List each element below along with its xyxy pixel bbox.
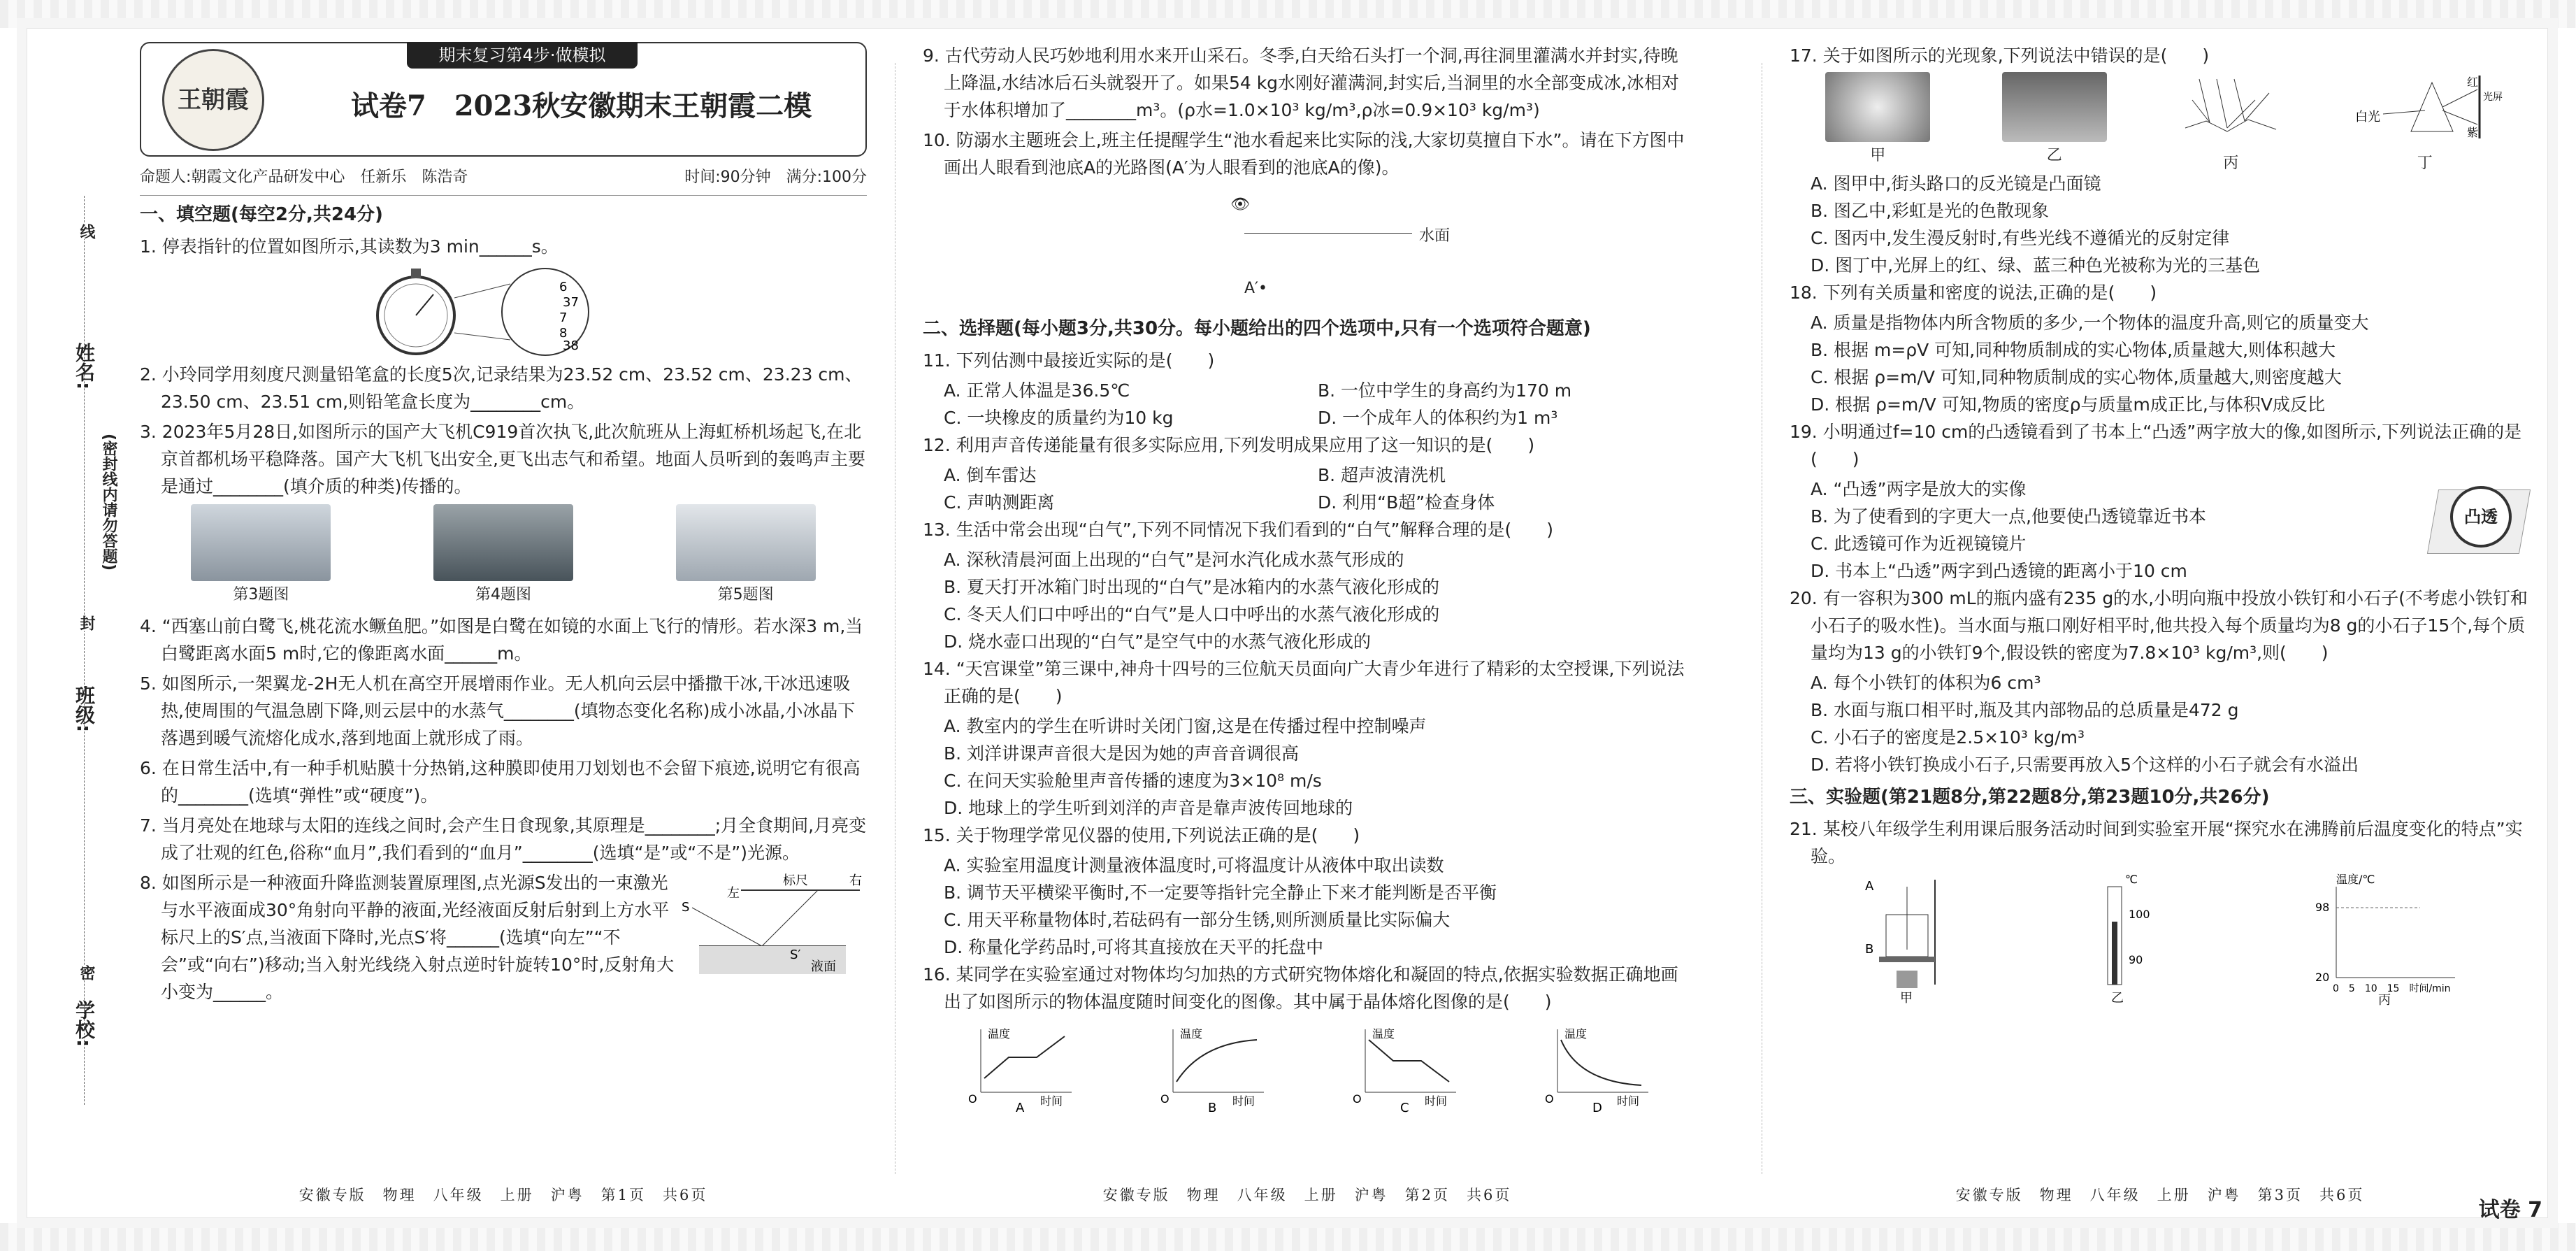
- question-1: 1. 停表指针的位置如图所示,其读数为3 min______s。: [140, 236, 559, 257]
- figure-3: [191, 504, 331, 608]
- graph-a-origin: O: [967, 1092, 977, 1106]
- graph-a[interactable]: [960, 1022, 1079, 1113]
- question-6: 6. 在日常生活中,有一种手机贴膜十分热销,这种膜即使用刀划划也不会留下痕迹,说明它有很高的________(选填“弹性”或“硬度”)。: [140, 758, 861, 806]
- q13-option-a[interactable]: A. 深秋清晨河面上出现的“白气”是河水汽化成水蒸气形成的: [944, 550, 1404, 570]
- fig21-cap-jia: 甲: [1900, 991, 1913, 1006]
- q15-option-c[interactable]: C. 用天平称量物体时,若砝码有一部分生锈,则所测质量比实际偏大: [944, 910, 1451, 930]
- egret-photo: [433, 504, 573, 581]
- seal-note: (密封线内请勿答题): [100, 434, 117, 571]
- q12-options-row2: [923, 489, 1692, 516]
- q17-figures: [1790, 72, 2531, 170]
- q11-options-row1: [923, 377, 1692, 404]
- q19-option-d[interactable]: D. 书本上“凸透”两字到凸透镜的距离小于10 cm: [1811, 561, 2187, 581]
- question-1-block: [140, 233, 867, 263]
- q16-graphs: [923, 1022, 1692, 1113]
- question-19: 19. 小明通过f=10 cm的凸透镜看到了书本上“凸透”两字放大的像,如图所示,下列说法正确的是( ): [1790, 422, 2522, 469]
- review-banner: 期末复习第4步·做模拟: [407, 42, 638, 69]
- question-13: 13. 生活中常会出现“白气”,下列不同情况下我们看到的“白气”解释合理的是( ): [923, 520, 1553, 540]
- class-label: 班级:: [73, 685, 96, 733]
- screen-label: 光屏: [2482, 92, 2503, 103]
- footer-page-3: 安徽专版 物理 八年级 上册 沪粤 第3页 共6页: [1955, 1187, 2365, 1203]
- graph-b-label: B: [1207, 1101, 1216, 1115]
- name-label: 姓名:: [73, 343, 96, 390]
- fig8-ruler: 标尺: [783, 873, 808, 888]
- question-20: 20. 有一容积为300 mL的瓶内盛有235 g的水,小明向瓶中投放小铁钉和小石子(不考虑小铁钉和小石子的吸水性)。当水面与瓶口刚好相平时,他共投入每个质量均为8 g的小石子15个,每个质量均为13 g的小铁钉9个,假设铁的密度为7.8×10³ kg/m³,则( ): [1790, 588, 2528, 663]
- paper-title: 试卷7 2023秋安徽期末王朝霞二模: [351, 90, 812, 122]
- question-4: 4. “西塞山前白鹭飞,桃花流水鳜鱼肥。”如图是白鹭在如镜的水面上飞行的情形。若水深3 m,当白鹭距离水面5 m时,它的像距离水面______m。: [140, 616, 863, 664]
- graph-a-ylabel: 温度: [987, 1027, 1010, 1041]
- binding-strip: [56, 196, 117, 1105]
- q19-block: [1790, 476, 2531, 585]
- convex-mirror-photo: [1825, 72, 1930, 142]
- question-8-block: [140, 869, 867, 1008]
- caption-3: 第3题图: [233, 586, 289, 603]
- graph-d-xlabel: 时间: [1616, 1094, 1639, 1108]
- graph21-20: 20: [2315, 971, 2329, 984]
- question-21: 21. 某校八年级学生利用课后服务活动时间到实验室开展“探究水在沸腾前后温度变化的特点”实验。: [1790, 819, 2523, 866]
- q11-option-a[interactable]: A. 正常人体温是36.5℃: [944, 380, 1130, 401]
- magnifier-lens: [2450, 486, 2512, 548]
- fig8-liquid: 液面: [811, 959, 836, 974]
- q11-options-row2: [923, 404, 1692, 431]
- temperature-time-graph: [2308, 873, 2462, 1006]
- graph-c-label: C: [1399, 1101, 1409, 1115]
- q17-option-a[interactable]: A. 图甲中,街头路口的反光镜是凸面镜: [1811, 173, 2101, 194]
- caption-5: 第5题图: [717, 586, 774, 603]
- fig8-left: 左: [727, 886, 740, 901]
- question-3-5-images: [140, 504, 867, 608]
- caption-4: 第4题图: [475, 586, 531, 603]
- q19-options: [1790, 476, 2419, 585]
- q15-option-b[interactable]: B. 调节天平横梁平衡时,不一定要等指针完全静止下来才能判断是否平衡: [944, 882, 1497, 903]
- question-3: 3. 2023年5月28日,如图所示的国产大飞机C919首次执飞,此次航班从上海虹桥机场起飞,在北京首都机场平稳降落。国产大飞机飞出安全,更飞出志气和希望。地面人员听到的轰鸣声主要是通过________(填介质的种类)传播的。: [140, 422, 865, 496]
- dial-label-38: 38: [563, 338, 579, 353]
- q11-option-b[interactable]: B. 一位中学生的身高约为170 m: [1318, 380, 1572, 401]
- q14-option-b[interactable]: B. 刘洋讲课声音很大是因为她的声音音调很高: [944, 743, 1300, 764]
- q17-option-d[interactable]: D. 图丁中,光屏上的红、绿、蓝三种色光被称为光的三基色: [1811, 255, 2261, 276]
- section-2-title: 二、选择题(每小题3分,共30分。每小题给出的四个选项中,只有一个选项符合题意): [923, 318, 1591, 339]
- q14-option-d[interactable]: D. 地球上的学生听到刘洋的声音是靠声波传回地球的: [944, 798, 1353, 818]
- thermo-unit: ℃: [2124, 873, 2138, 886]
- q11-option-d[interactable]: D. 一个成年人的体积约为1 m³: [1318, 408, 1558, 428]
- q18-option-d[interactable]: D. 根据 ρ=m/V 可知,物质的密度ρ与质量m成正比,与体积V成反比: [1811, 394, 2325, 415]
- question-17: 17. 关于如图所示的光现象,下列说法中错误的是( ): [1790, 45, 2210, 66]
- q21-figures: [1790, 873, 2531, 1006]
- question-11: 11. 下列估测中最接近实际的是( ): [923, 350, 1215, 371]
- q11-option-c[interactable]: C. 一块橡皮的质量约为10 kg: [944, 408, 1174, 428]
- stopwatch-svg: [350, 263, 615, 361]
- fig17-ding: [2354, 72, 2503, 172]
- q19-option-b[interactable]: B. 为了使看到的字更大一点,他要使凸透镜靠近书本: [1811, 506, 2206, 527]
- fig17-cap-ding: 丁: [2417, 155, 2433, 172]
- fig8-s-prime: S′: [790, 948, 801, 962]
- section-3-title: 三、实验题(第21题8分,第22题8分,第23题10分,共26分): [1790, 787, 2270, 808]
- fig17-bing: [2178, 72, 2283, 170]
- question-16: 16. 某同学在实验室通过对物体均匀加热的方式研究物体熔化和凝固的特点,依据实验数据正确地画出了如图所示的物体温度随时间变化的图像。其中属于晶体熔化图像的是( ): [923, 964, 1678, 1012]
- fig21-cap-bing: 丙: [2377, 993, 2391, 1008]
- q18-option-b[interactable]: B. 根据 m=ρV 可知,同种物质制成的实心物体,质量越大,则体积越大: [1811, 340, 2336, 360]
- footer-page-1: 安徽专版 物理 八年级 上册 沪粤 第1页 共6页: [298, 1187, 708, 1203]
- seal-mark-secret: 密: [75, 965, 97, 980]
- question-5: 5. 如图所示,一架翼龙-2H无人机在高空开展增雨作业。无人机向云层中播撒干冰,干冰迅速吸热,使周围的气温急剧下降,则云层中的水蒸气________(填物态变化名称)成小冰晶,小冰晶下落遇到暖气流熔化成水,落到地面上就形成了雨。: [140, 673, 856, 748]
- fig17-cap-yi: 乙: [2046, 147, 2062, 164]
- dial-label-8: 8: [559, 326, 568, 341]
- section-1-title: 一、填空题(每空2分,共24分): [140, 204, 383, 225]
- fig17-cap-jia: 甲: [1870, 147, 1886, 164]
- question-18: 18. 下列有关质量和密度的说法,正确的是( ): [1790, 283, 2157, 303]
- graph-b[interactable]: [1152, 1022, 1271, 1113]
- seal-mark-line: 线: [75, 224, 97, 239]
- magnified-text: 凸透: [2464, 506, 2498, 527]
- paper-header: [140, 42, 867, 157]
- brand-logo: [162, 49, 264, 151]
- q12-option-a[interactable]: A. 倒车雷达: [944, 465, 1037, 485]
- graph21-ylabel: 温度/℃: [2336, 873, 2375, 886]
- column-2: [923, 42, 1692, 1209]
- figure-4: [433, 504, 573, 608]
- fig17-jia: [1825, 72, 1930, 170]
- water-surface-line: [1244, 233, 1412, 234]
- stopwatch-figure: [140, 263, 867, 361]
- logo-text: 王朝霞: [178, 85, 249, 114]
- dial-label-6: 6: [559, 280, 568, 294]
- graph-a-label: A: [1015, 1101, 1024, 1115]
- graph21-98: 98: [2315, 901, 2329, 914]
- q17-option-b[interactable]: B. 图乙中,彩虹是光的色散现象: [1811, 201, 2049, 221]
- red-label: 红: [2466, 76, 2478, 89]
- q14-option-a[interactable]: A. 教室内的学生在听讲时关闭门窗,这是在传播过程中控制噪声: [944, 716, 1427, 736]
- prism-dispersion-diagram: [2354, 72, 2503, 142]
- q12-options-row1: [923, 462, 1692, 489]
- apparatus-a: A: [1865, 879, 1874, 894]
- q17-option-c[interactable]: C. 图丙中,发生漫反射时,有些光线不遵循光的反射定律: [1811, 228, 2230, 248]
- q20-option-d[interactable]: D. 若将小铁钉换成小石子,只需要再放入5个这样的小石子就会有水溢出: [1811, 755, 2359, 775]
- q15-option-d[interactable]: D. 称量化学药品时,可将其直接放在天平的托盘中: [944, 937, 1324, 957]
- graph-d-ylabel: 温度: [1564, 1027, 1587, 1041]
- column-1: [140, 42, 867, 1209]
- q12-option-c[interactable]: C. 声呐测距离: [944, 492, 1055, 513]
- graph-b-xlabel: 时间: [1232, 1094, 1255, 1108]
- q12-option-b[interactable]: B. 超声波清洗机: [1318, 465, 1446, 485]
- white-light-label: 白光: [2354, 110, 2380, 124]
- graph-b-ylabel: 温度: [1179, 1027, 1202, 1041]
- q13-option-d[interactable]: D. 烧水壶口出现的“白气”是空气中的水蒸气液化形成的: [944, 631, 1372, 652]
- q12-option-d[interactable]: D. 利用“B超”检查身体: [1318, 492, 1495, 513]
- fig8-s: S: [682, 900, 690, 915]
- image-point-a: A′•: [1244, 280, 1268, 297]
- fig17-cap-bing: 丙: [2223, 155, 2239, 172]
- q13-option-b[interactable]: B. 夏天打开冰箱门时出现的“白气”是冰箱内的水蒸气液化形成的: [944, 577, 1439, 597]
- violet-label: 紫: [2466, 126, 2478, 139]
- column-3: [1790, 42, 2531, 1209]
- graph21-xaxis: 0 5 10 15 时间/min: [2332, 983, 2451, 994]
- question-8: 8. 如图所示是一种液面升降监测装置原理图,点光源S发出的一束激光与水平液面成30°角射向平静的液面,光经液面反射后射到上方水平标尺上的S′点,当液面下降时,光点S′将______(选填“向左”“不会”或“向右”)移动;当入射光线绕入射点逆时针旋转10°时,反射角大小变为______。: [140, 873, 675, 1002]
- graph-c-ylabel: 温度: [1372, 1027, 1395, 1041]
- apparatus-b: B: [1865, 942, 1874, 957]
- q18-option-c[interactable]: C. 根据 ρ=m/V 可知,同种物质制成的实心物体,质量越大,则密度越大: [1811, 367, 2342, 387]
- q13-option-c[interactable]: C. 冬天人们口中呼出的“白气”是人口中呼出的水蒸气液化形成的: [944, 604, 1440, 624]
- level-monitor-figure: [678, 869, 867, 988]
- footer-page-2: 安徽专版 物理 八年级 上册 沪粤 第2页 共6页: [1102, 1187, 1512, 1203]
- question-14: 14. “天宫课堂”第三课中,神舟十四号的三位航天员面向广大青少年进行了精彩的太空授课,下列说法正确的是( ): [923, 659, 1685, 706]
- graph-d-label: D: [1592, 1101, 1602, 1115]
- dial-label-7: 7: [559, 310, 568, 325]
- seal-mark-seal: 封: [75, 615, 97, 631]
- q20-option-a[interactable]: A. 每个小铁钉的体积为6 cm³: [1811, 673, 2041, 693]
- question-15: 15. 关于物理学常见仪器的使用,下列说法正确的是( ): [923, 825, 1360, 845]
- question-9: 9. 古代劳动人民巧妙地利用水来开山采石。冬季,白天给石头打一个洞,再往洞里灌满水并封实,待晚上降温,水结冰后石头就裂开了。如果54 kg水刚好灌满洞,封实后,当洞里的水全部变成冰,冰相对于水体积增加了________m³。(ρ水=1.0×10³ kg/m³,ρ冰=0.9×10³ kg/m³): [923, 45, 1679, 120]
- q15-option-a[interactable]: A. 实验室用温度计测量液体温度时,可将温度计从液体中取出读数: [944, 855, 1444, 875]
- q19-option-c[interactable]: C. 此透镜可作为近视镜镜片: [1811, 534, 2027, 554]
- question-7: 7. 当月亮处在地球与太阳的连线之间时,会产生日食现象,其原理是________;月全食期间,月亮变成了壮观的红色,俗称“血月”,我们看到的“血月”________(选填“是”或“不是”)光源。: [140, 815, 867, 863]
- q20-option-b[interactable]: B. 水面与瓶口相平时,瓶及其内部物品的总质量是472 g: [1811, 700, 2239, 720]
- question-2: 2. 小玲同学用刻度尺测量铅笔盒的长度5次,记录结果为23.52 cm、23.52 cm、23.23 cm、23.50 cm、23.51 cm,则铅笔盒长度为________cm。: [140, 364, 863, 412]
- paper-meta: [140, 164, 867, 196]
- water-surface-label: 水面: [1419, 227, 1451, 245]
- school-label: 学校:: [73, 1000, 96, 1048]
- fig8-right: 右: [849, 873, 862, 888]
- thermometer-diagram: [2094, 873, 2171, 1006]
- question-12: 12. 利用声音传递能量有很多实际应用,下列发明成果应用了这一知识的是( ): [923, 435, 1535, 455]
- q20-option-c[interactable]: C. 小石子的密度是2.5×10³ kg/m³: [1811, 727, 2085, 748]
- paper-number-label: 试卷 7: [2478, 1198, 2542, 1222]
- question-10: 10. 防溺水主题班会上,班主任提醒学生“池水看起来比实际的浅,大家切莫擅自下水”。请在下方图中画出人眼看到池底A的光路图(A′为人眼看到的池底A的像)。: [923, 130, 1685, 178]
- graph-c-origin: O: [1352, 1092, 1362, 1106]
- diffuse-reflection-diagram: [2178, 72, 2283, 142]
- graph-c[interactable]: [1344, 1022, 1463, 1113]
- drone-photo: [676, 504, 816, 581]
- eye-icon: 👁: [1230, 196, 1250, 213]
- top-border-wave: [0, 0, 2576, 28]
- graph-b-origin: O: [1160, 1092, 1170, 1106]
- graph-c-xlabel: 时间: [1424, 1094, 1447, 1108]
- boiling-apparatus-diagram: [1858, 873, 1956, 1006]
- graph-d-origin: O: [1544, 1092, 1554, 1106]
- airplane-photo: [191, 504, 331, 581]
- dial-label-37: 37: [563, 295, 579, 310]
- thermo-90: 90: [2128, 953, 2143, 966]
- rainbow-photo: [2002, 72, 2107, 142]
- thermo-100: 100: [2128, 908, 2150, 921]
- fig21-cap-yi: 乙: [2110, 991, 2124, 1006]
- figure-10: [923, 184, 1692, 310]
- time-score: 时间:90分钟 满分:100分: [684, 169, 867, 186]
- fig17-yi: [2002, 72, 2107, 170]
- magnifier-figure: [2419, 476, 2531, 573]
- q14-option-c[interactable]: C. 在问天实验舱里声音传播的速度为3×10⁸ m/s: [944, 771, 1322, 791]
- graph-d[interactable]: [1537, 1022, 1655, 1113]
- q19-option-a[interactable]: A. “凸透”两字是放大的实像: [1811, 479, 2027, 499]
- graph-a-xlabel: 时间: [1039, 1094, 1063, 1108]
- q18-option-a[interactable]: A. 质量是指物体内所含物质的多少,一个物体的温度升高,则它的质量变大: [1811, 313, 2369, 333]
- bottom-border-wave: [0, 1223, 2576, 1251]
- authors: 命题人:朝霞文化产品研发中心 任新乐 陈浩奇: [140, 169, 468, 186]
- figure-5: [676, 504, 816, 608]
